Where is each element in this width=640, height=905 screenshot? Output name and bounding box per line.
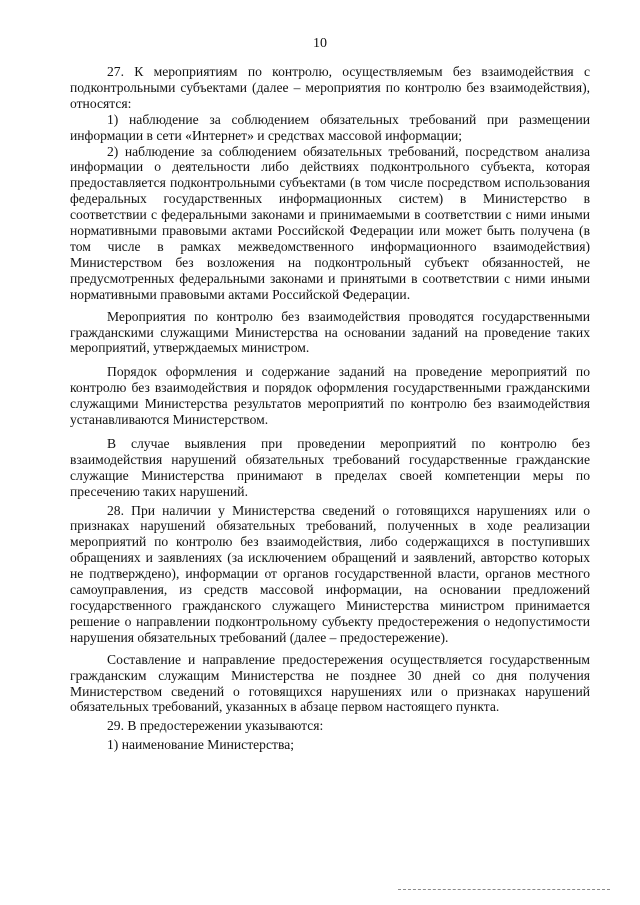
paragraph-task-procedure: Порядок оформления и содержание заданий на проведение мероприятий по контролю без взаимодействия и порядок оформления государственными гражданскими служащими Министерства результатов мероприятий по контролю без взаимодействия устанавливаются Министерством. [70,364,590,428]
paragraph-29-intro: 29. В предостережении указываются: [107,718,324,734]
paragraph-measures-conducted: Мероприятия по контролю без взаимодействия проводятся государственными гражданскими служащими Министерства на основании заданий на проведение таких мероприятий, утверждаемых министром. [70,308,590,356]
paragraph-28-warning-decision: 28. При наличии у Министерства сведений о готовящихся нарушениях или о признаках нарушений обязательных требований, полученных в ходе реализации мероприятий по контролю без взаимодействия, либо содержащихся в поступивших обращениях и заявлениях (за исключением обращений и заявлений, авторство которых не подтверждено), информации от органов государственной власти, органов местного самоуправления, из средств массовой информации, на основании предложений государственного гражданского служащего Министерства министром принимается решение о направлении подконтрольному субъекту предостережения о недопустимости нарушения обязательных требований (далее – предостережение). [70,502,590,645]
paragraph-29-item-1: 1) наименование Министерства; [107,737,295,753]
document-body [70,64,590,753]
paragraph-warning-deadline: Составление и направление предостережения осуществляется государственным гражданским служащим Министерства не позднее 30 дней со дня получения Министерством сведений о готовящихся нарушениях или о признаках нарушений обязательных требований, указанных в абзаце первом настоящего пункта. [70,651,590,715]
footer-dashed-line [398,889,610,890]
paragraph-27-intro: 27. К мероприятиям по контролю, осуществляемым без взаимодействия с подконтрольными субъектами (далее – мероприятия по контролю без взаимодействия), относятся: [70,64,590,111]
page-number: 10 [313,36,327,51]
paragraph-27-item-1: 1) наблюдение за соблюдением обязательных требований при размещении информации в сети «Интернет» и средствах массовой информации; [70,111,590,143]
paragraph-violations-found: В случае выявления при проведении мероприятий по контролю без взаимодействия нарушений обязательных требований государственные гражданские служащие Министерства принимают в пределах своей компетенции меры по пресечению таких нарушений. [70,435,590,499]
paragraph-27-item-2: 2) наблюдение за соблюдением обязательных требований, посредством анализа информации о деятельности либо действиях подконтрольного субъекта, которая предоставляется подконтрольными субъектами (в том числе посредством использования федеральных государственных информационных систем) в Министерство в соответствии с федеральными законами и принимаемыми в соответствии с ними иными нормативными правовыми актами Российской Федерации или может быть получена (в том числе в рамках межведомственного информационного взаимодействия) Министерством без возложения на подконтрольный субъект обязанностей, не предусмотренных федеральными законами и принятыми в соответствии с ними иными нормативными правовыми актами Российской Федерации. [70,143,590,302]
